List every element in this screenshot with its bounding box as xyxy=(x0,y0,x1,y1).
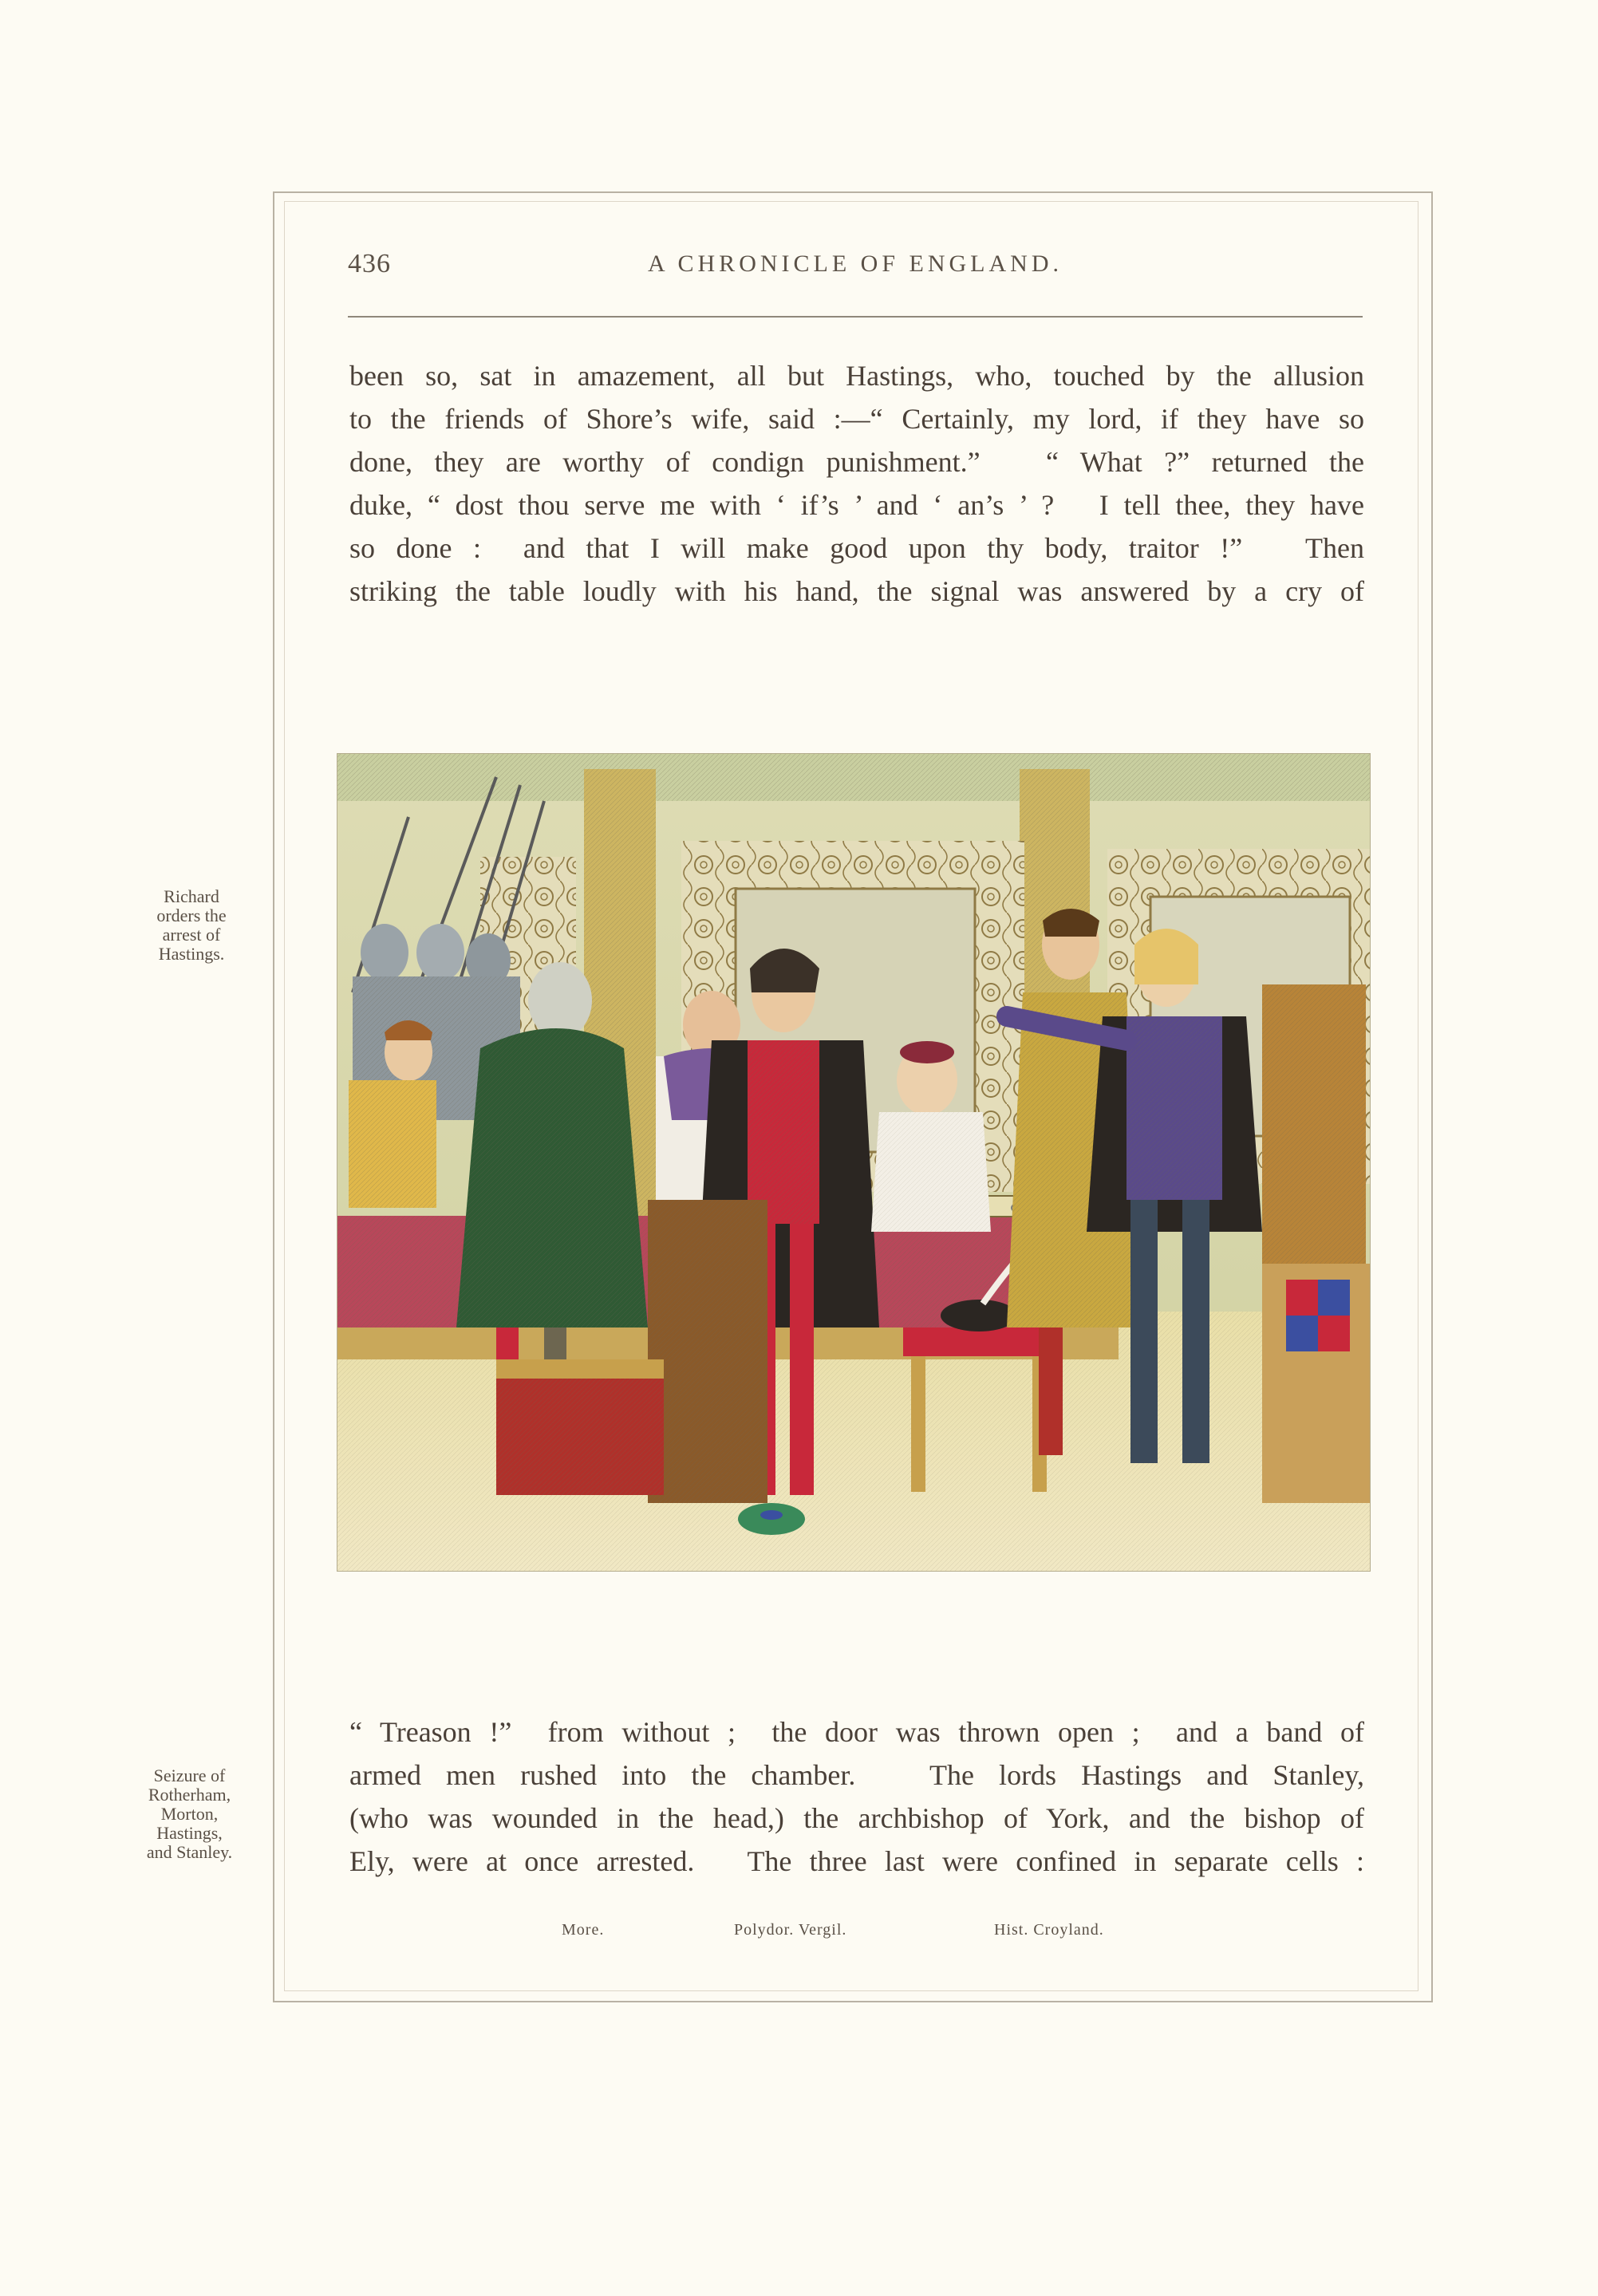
text-line: done, they are worthy of condign punishment.” “ What ?” returned the xyxy=(349,446,1364,478)
sidenote-line: and Stanley. xyxy=(146,1842,233,1862)
sidenote-line: arrest of xyxy=(162,925,221,945)
footnotes xyxy=(511,1921,1229,1945)
sidenote-line: Richard xyxy=(164,886,219,906)
sidenote-line: Morton, xyxy=(160,1804,219,1824)
footnote-more: More. xyxy=(562,1921,605,1939)
sidenote-line: Seizure of xyxy=(153,1765,226,1785)
sidenote-arrest-of-hastings xyxy=(128,887,255,964)
sidenote-seizure xyxy=(120,1766,259,1862)
text-line: duke, “ dost thou serve me with ‘ if’s ’ and ‘ an’s ’ ? I tell thee, they have xyxy=(349,489,1364,521)
text-line: so done : and that I will make good upon thy body, traitor !” Then xyxy=(349,532,1364,564)
footnote-polydor-vergil: Polydor. Vergil. xyxy=(734,1921,847,1939)
sidenote-line: orders the xyxy=(156,905,227,925)
engraving-image xyxy=(337,753,1371,1572)
cabinet-right xyxy=(1262,984,1371,1503)
running-head xyxy=(348,249,1363,284)
footnote-hist-croyland: Hist. Croyland. xyxy=(994,1921,1104,1939)
bottom-paragraph xyxy=(349,1710,1364,1883)
running-title: A CHRONICLE OF ENGLAND. xyxy=(648,251,1063,277)
sidenote-line: Hastings, xyxy=(156,1823,223,1843)
text-line: striking the table loudly with his hand, the signal was answered by a cry of xyxy=(349,575,1364,607)
illustration-council-chamber xyxy=(337,753,1371,1572)
text-line: (who was wounded in the head,) the archbishop of York, and the bishop of xyxy=(349,1802,1364,1834)
chair xyxy=(648,1200,767,1503)
page-number: 436 xyxy=(348,249,391,278)
header-rule xyxy=(348,316,1363,318)
text-line: Ely, were at once arrested. The three last were confined in separate cells : xyxy=(349,1845,1364,1877)
text-line: armed men rushed into the chamber. The lords Hastings and Stanley, xyxy=(349,1759,1364,1791)
sidenote-line: Rotherham, xyxy=(148,1785,231,1805)
text-line: been so, sat in amazement, all but Hastings, who, touched by the allusion xyxy=(349,360,1364,392)
stool-left xyxy=(496,1359,664,1495)
top-paragraph xyxy=(349,354,1364,613)
text-line: “ Treason !” from without ; the door was thrown open ; and a band of xyxy=(349,1716,1364,1748)
sidenote-line: Hastings. xyxy=(158,944,225,964)
text-line: to the friends of Shore’s wife, said :—“ Certainly, my lord, if they have so xyxy=(349,403,1364,435)
